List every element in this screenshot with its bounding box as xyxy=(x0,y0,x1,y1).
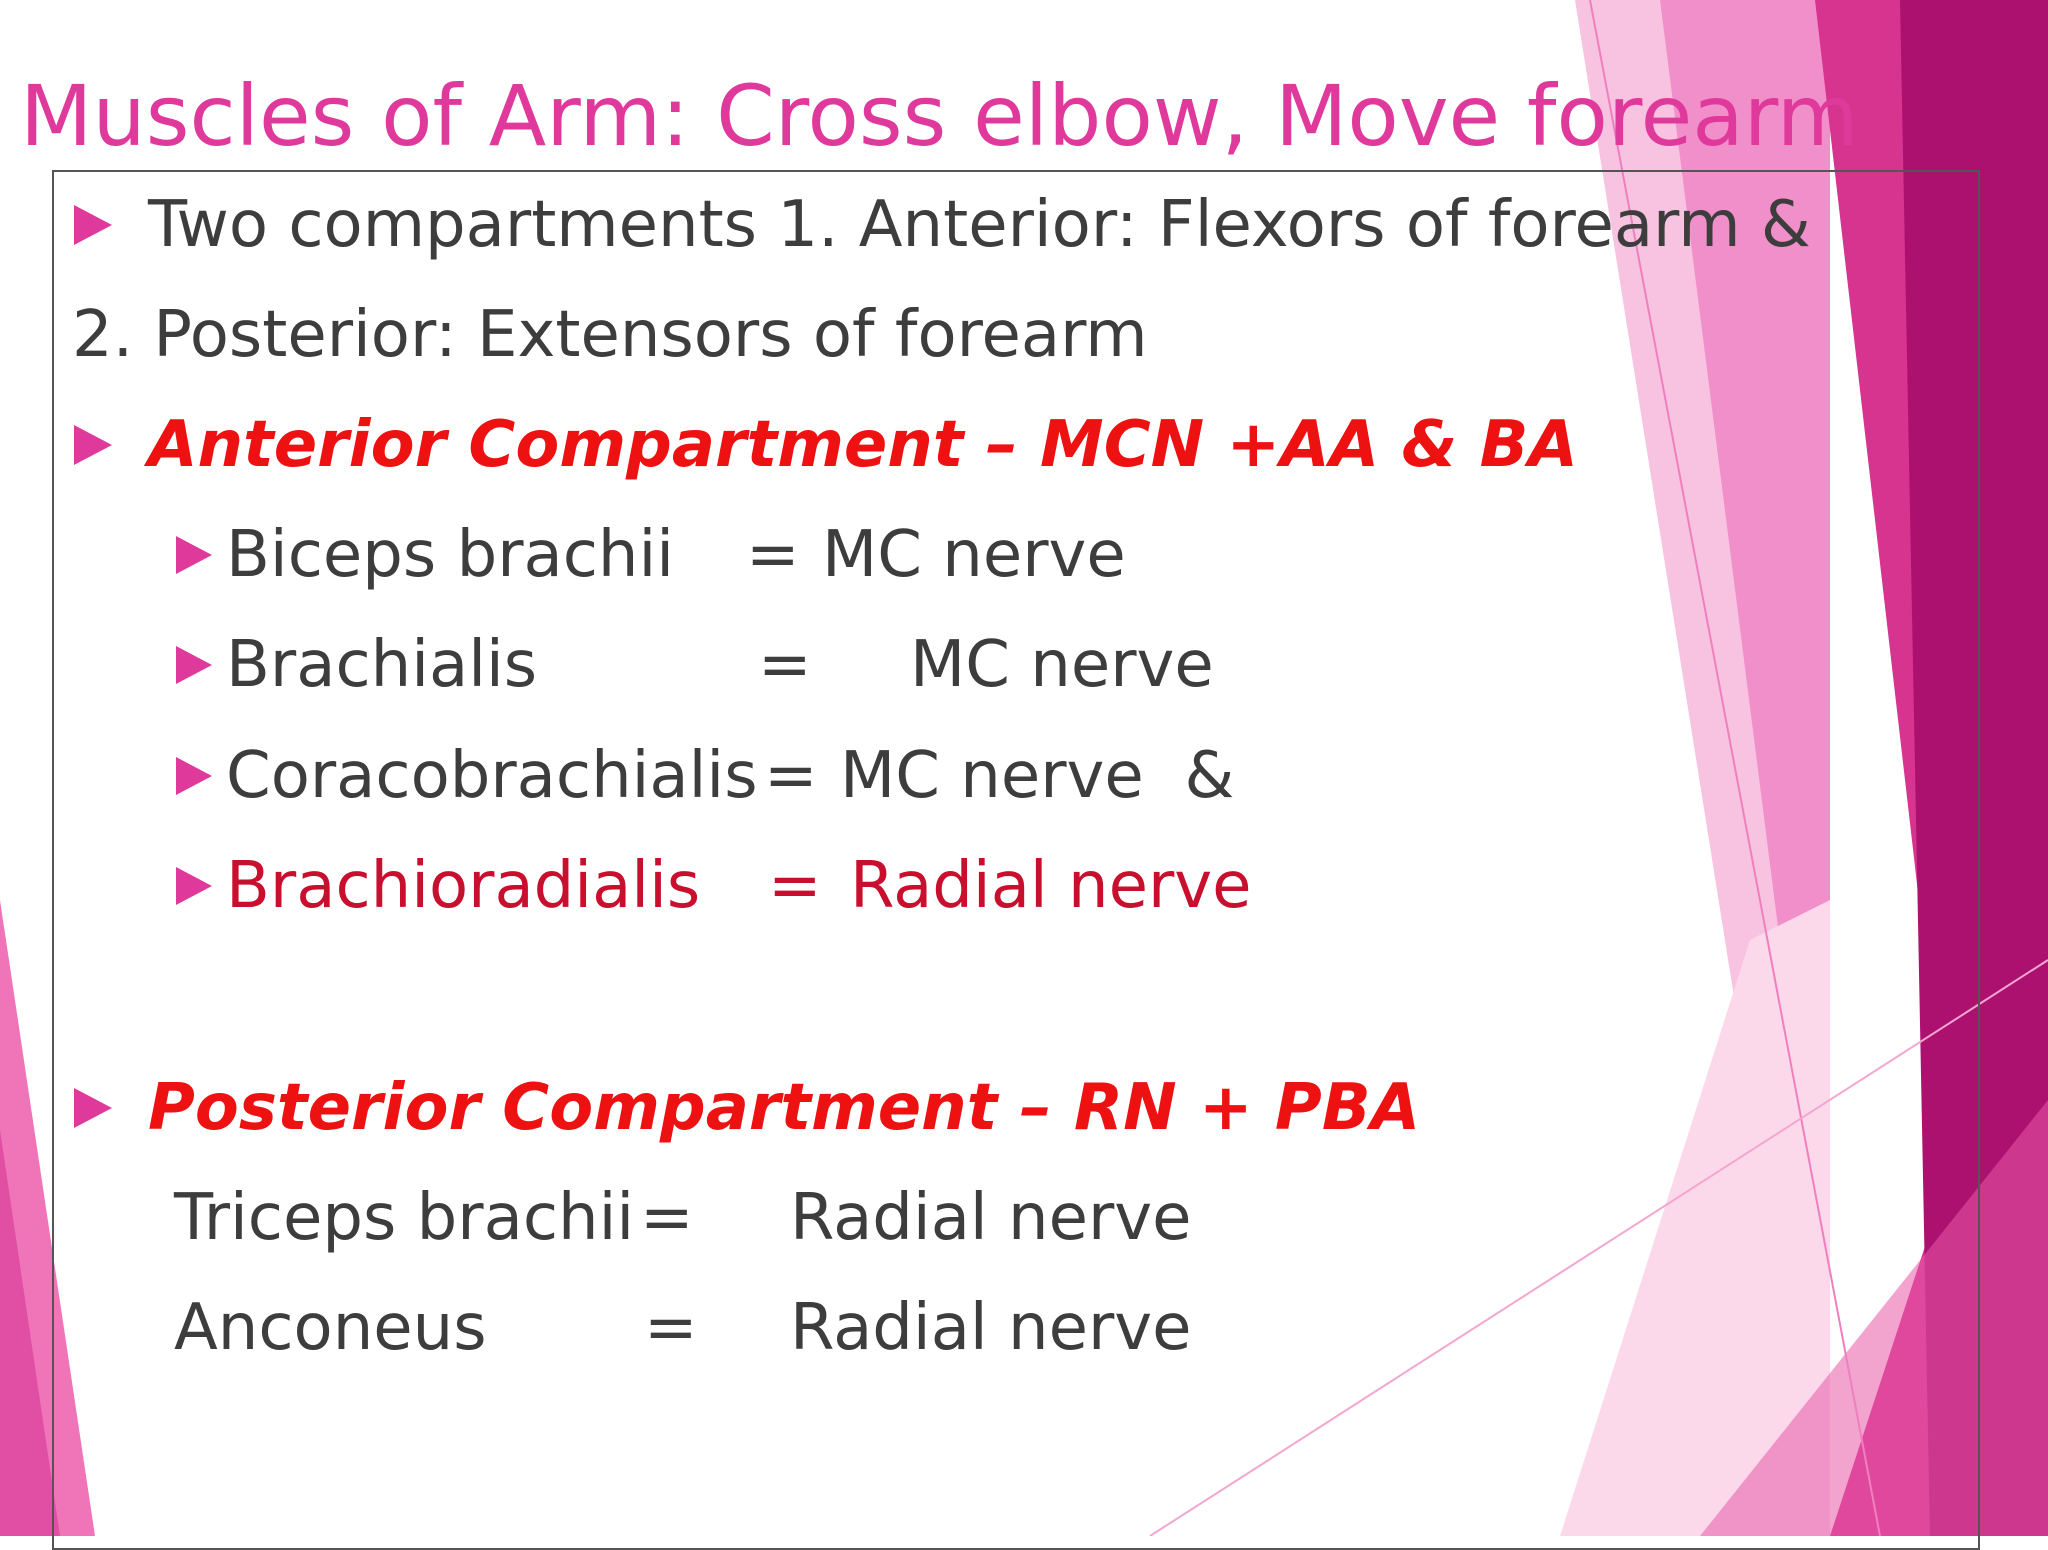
bullet-triangle-icon xyxy=(74,1088,112,1128)
equals-sign: = xyxy=(644,1291,698,1365)
bullet-intro xyxy=(74,188,1811,262)
bullet-posterior-heading xyxy=(74,1071,1421,1145)
bullet-triangle-icon xyxy=(176,867,212,905)
intro-line-2: 2. Posterior: Extensors of forearm xyxy=(72,298,1148,372)
slide-title: Muscles of Arm: Cross elbow, Move forearm xyxy=(20,67,1859,165)
intro-line-1: Two compartments 1. Anterior: Flexors of forearm & xyxy=(148,188,1811,262)
anterior-row-highlight xyxy=(176,849,1252,923)
nerve-name: Radial nerve xyxy=(850,849,1252,923)
bullet-anterior-heading xyxy=(74,408,1578,482)
muscle-name: Brachialis xyxy=(226,628,538,702)
anterior-row xyxy=(176,628,1214,702)
posterior-row xyxy=(174,1181,1192,1255)
posterior-row xyxy=(174,1291,1192,1365)
muscle-name: Biceps brachii xyxy=(226,518,675,592)
intro-continuation xyxy=(72,298,1148,372)
muscle-name: Triceps brachii xyxy=(174,1181,635,1255)
anterior-heading: Anterior Compartment – MCN +AA & BA xyxy=(148,408,1578,482)
posterior-heading: Posterior Compartment – RN + PBA xyxy=(148,1071,1421,1145)
nerve-name: MC nerve xyxy=(822,518,1126,592)
anterior-row xyxy=(176,739,1235,813)
bullet-triangle-icon xyxy=(74,205,112,245)
bullet-triangle-icon xyxy=(176,536,212,574)
equals-sign: = xyxy=(758,628,812,702)
nerve-name: MC nerve & xyxy=(840,739,1235,813)
nerve-name: Radial nerve xyxy=(790,1181,1192,1255)
equals-sign: = xyxy=(640,1181,694,1255)
anterior-row xyxy=(176,518,1126,592)
bullet-triangle-icon xyxy=(176,757,212,795)
muscle-name: Coracobrachialis xyxy=(226,739,758,813)
nerve-name: Radial nerve xyxy=(790,1291,1192,1365)
nerve-name: MC nerve xyxy=(910,628,1214,702)
equals-sign: = xyxy=(768,849,822,923)
muscle-name: Anconeus xyxy=(174,1291,487,1365)
equals-sign: = xyxy=(746,518,800,592)
bullet-triangle-icon xyxy=(74,425,112,465)
bullet-triangle-icon xyxy=(176,646,212,684)
muscle-name: Brachioradialis xyxy=(226,849,701,923)
equals-sign: = xyxy=(764,739,818,813)
